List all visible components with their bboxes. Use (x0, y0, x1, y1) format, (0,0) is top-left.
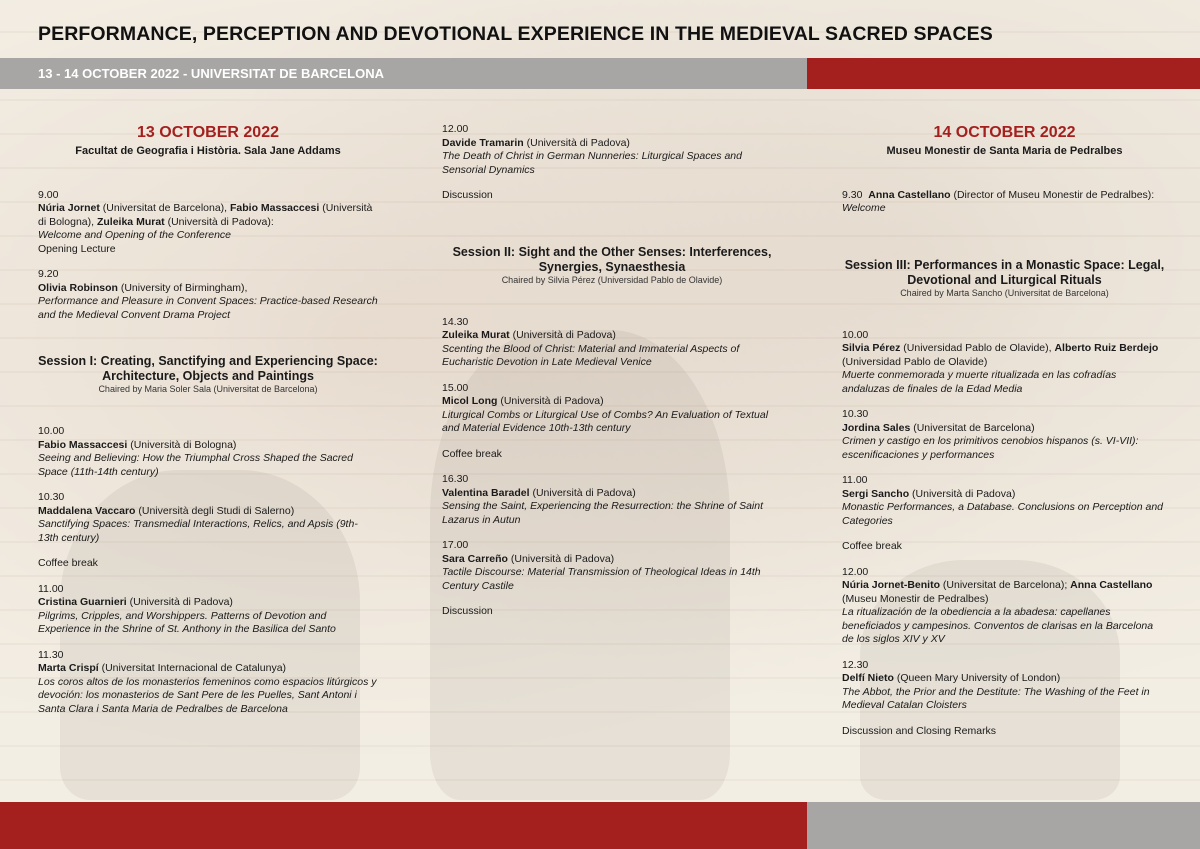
speaker-affiliation: (Universitat de Barcelona) (910, 421, 1035, 434)
speaker-affiliation: (Università di Bologna) (127, 438, 237, 451)
speaker-affiliation: (Università di Bologna), (38, 202, 373, 228)
speaker-affiliation: (Universitat Internacional de Catalunya) (98, 662, 287, 674)
slot-time: 9.20 (38, 268, 59, 280)
speaker-name: Alberto Ruiz Berdejo (1054, 342, 1159, 354)
program-slot (842, 725, 1167, 739)
speaker-name: Fabio Massaccesi (38, 438, 128, 451)
page-title: PERFORMANCE, PERCEPTION AND DEVOTIONAL EXPERIENCE IN THE MEDIEVAL SACRED SPACES (38, 23, 993, 45)
program-list (38, 425, 378, 716)
speaker-line (442, 553, 782, 567)
column-day1 (38, 124, 378, 728)
slot-time: 9.00 (38, 188, 59, 201)
talk-title: Crimen y castigo en los primitivos cenobios hispanos (s. VI-VII): escenificaciones y performances (842, 435, 1139, 461)
speaker-name: Delfí Nieto (842, 672, 894, 684)
slot-time: 11.00 (842, 474, 868, 486)
speaker-name: Zuleika Murat (442, 329, 510, 341)
venue: Facultat de Geografia i Història. Sala Jane Addams (75, 145, 341, 157)
talk-title: The Death of Christ in German Nunneries: Liturgical Spaces and Sensorial Dynamics (442, 150, 742, 176)
program-list (842, 329, 1167, 739)
speaker-line (38, 202, 378, 229)
agenda-note: Discussion (442, 189, 493, 201)
program-list (38, 189, 378, 323)
speaker-line (442, 395, 782, 409)
speaker-affiliation: (Queen Mary University of London) (893, 672, 1061, 684)
slot-time: 15.00 (442, 381, 469, 394)
speaker-name: Olivia Robinson (38, 281, 118, 294)
speaker-line (442, 487, 782, 501)
program-slot (442, 448, 782, 462)
program-slot (842, 540, 1167, 554)
program-slot (442, 189, 782, 203)
talk-title: Welcome (842, 202, 886, 214)
program-slot (38, 583, 378, 637)
speaker-name: Jordina Sales (842, 421, 911, 434)
speaker-line (842, 672, 1167, 686)
footer-band-gray (807, 802, 1200, 849)
session-title: Session III: Performances in a Monastic Space: Legal, Devotional and Liturgical Rituals (844, 257, 1165, 287)
talk-title: Monastic Performances, a Database. Conclusions on Perception and Categories (842, 501, 1164, 527)
speaker-affiliation: (Università di Padova) (909, 487, 1016, 500)
program-slot (38, 189, 378, 257)
talk-title: Liturgical Combs or Liturgical Use of Combs? An Evaluation of Textual and Material Evidence 10th-13th century (442, 408, 769, 434)
agenda-note: Coffee break (442, 447, 502, 460)
program-slot (442, 382, 782, 436)
speaker-affiliation: (Università di Padova) (507, 552, 615, 565)
speaker-affiliation: (Università di Padova) (523, 136, 630, 149)
speaker-name: Cristina Guarnieri (38, 596, 127, 608)
footer-band-red (0, 802, 807, 849)
speaker-name: Sergi Sancho (842, 487, 910, 500)
speaker-affiliation: (Università degli Studi di Salerno) (135, 504, 295, 517)
speaker-name: Núria Jornet-Benito (842, 579, 941, 591)
slot-time: 9.30 (842, 188, 863, 201)
agenda-note: Discussion and Closing Remarks (842, 724, 997, 737)
speaker-name: Anna Castellano (1070, 579, 1153, 591)
speaker-line (842, 422, 1167, 436)
program-list (442, 123, 782, 203)
speaker-affiliation: (Università di Padova) (126, 596, 233, 608)
speaker-name: Micol Long (442, 395, 498, 407)
program-slot (442, 123, 782, 177)
talk-title: The Abbot, the Prior and the Destitute: The Washing of the Feet in Medieval Catalan Cloisters (842, 685, 1150, 711)
program-slot (842, 408, 1167, 462)
program-slot (442, 539, 782, 593)
day-heading: 13 OCTOBER 2022 (137, 124, 279, 141)
slot-time: 10.30 (842, 408, 869, 420)
talk-title: Scenting the Blood of Christ: Material and Immaterial Aspects of Eucharistic Devotion in Late Medieval Venice (442, 342, 740, 368)
speaker-name: Maddalena Vaccaro (38, 504, 136, 517)
venue: Museu Monestir de Santa Maria de Pedralbes (886, 145, 1123, 157)
talk-title: Performance and Pleasure in Convent Spaces: Practice-based Research and the Medieval Convent Drama Project (38, 295, 378, 321)
speaker-line (38, 505, 378, 519)
talk-title: Welcome and Opening of the Conference (38, 229, 232, 241)
slot-time: 10.00 (38, 425, 65, 437)
speaker-affiliation: (Università di Padova) (497, 395, 604, 407)
program-slot (38, 268, 378, 322)
column-day1-continued (442, 123, 782, 631)
program-slot (38, 425, 378, 479)
day-heading: 14 OCTOBER 2022 (933, 124, 1076, 141)
speaker-name: Anna Castellano (868, 188, 951, 201)
program-slot (842, 474, 1167, 528)
slot-time: 12.30 (842, 658, 869, 671)
program-slot (442, 316, 782, 370)
talk-title: Sanctifying Spaces: Transmedial Interactions, Relics, and Apsis (9th-13th century) (38, 518, 358, 544)
speaker-name: Fabio Massaccesi (230, 202, 320, 214)
program-slot (38, 557, 378, 571)
speaker-affiliation: (Universitat de Barcelona), (99, 202, 230, 214)
speaker-line (38, 596, 378, 610)
speaker-line (442, 329, 782, 343)
slot-time: 16.30 (442, 473, 469, 485)
speaker-affiliation: (Museu Monestir de Pedralbes) (842, 592, 989, 605)
program-slot (442, 473, 782, 527)
speaker-affiliation: (Universidad Pablo de Olavide), (900, 342, 1055, 354)
speaker-line (38, 439, 378, 453)
talk-title: Tactile Discourse: Material Transmission of Theological Ideas in 14th Century Castile (442, 566, 761, 592)
speaker-affiliation: (Università di Padova) (509, 329, 616, 341)
agenda-note: Coffee break (842, 540, 902, 552)
agenda-note: Discussion (442, 605, 493, 617)
program-slot (842, 189, 1167, 216)
talk-title: Sensing the Saint, Experiencing the Resurrection: the Shrine of Saint Lazarus in Autun (442, 500, 764, 526)
speaker-affiliation: (Director of Museu Monestir de Pedralbes): (950, 188, 1155, 201)
slot-time: 14.30 (442, 315, 469, 328)
program-slot (442, 605, 782, 619)
speaker-name: Valentina Baradel (442, 486, 530, 499)
speaker-name: Silvia Pérez (842, 342, 901, 354)
speaker-line (842, 488, 1167, 502)
speaker-affiliation: (Università di Padova) (529, 486, 636, 499)
speaker-name: Sara Carreño (442, 552, 508, 565)
session-title: Session II: Sight and the Other Senses: Interferences, Synergies, Synaesthesia (452, 244, 772, 274)
talk-title: Los coros altos de los monasterios femeninos como espacios litúrgicos y devoción: los monasterios de Sant Pere de les Puelles, Sant Antoni i Santa Clara i Santa Maria de Pedralbes de Barcelona (38, 675, 377, 715)
slot-time: 17.00 (442, 539, 469, 551)
speaker-name: Zuleika Murat (96, 215, 165, 228)
agenda-note: Coffee break (38, 557, 98, 569)
date-location-line: 13 - 14 OCTOBER 2022 - UNIVERSITAT DE BARCELONA (38, 66, 385, 81)
speaker-name: Núria Jornet (38, 202, 100, 214)
speaker-line (38, 662, 378, 676)
session-chair: Chaired by Silvia Pérez (Universidad Pablo de Olavide) (501, 274, 723, 285)
program-slot (38, 649, 378, 717)
speaker-line (38, 282, 378, 296)
slot-time: 10.30 (38, 491, 65, 503)
agenda-note: Opening Lecture (38, 242, 116, 255)
speaker-affiliation: (Universidad Pablo de Olavide) (842, 355, 988, 368)
session-title: Session I: Creating, Sanctifying and Experiencing Space: Architecture, Objects and Paintings (38, 354, 378, 383)
speaker-name: Marta Crispí (38, 662, 99, 674)
speaker-affiliation: (University of Birmingham), (117, 281, 248, 294)
talk-title: Pilgrims, Cripples, and Worshippers. Patterns of Devotion and Experience in the Shrine of St. Anthony in the Basilica del Santo (38, 609, 336, 635)
column-day2 (842, 124, 1167, 750)
session-chair: Chaired by Marta Sancho (Universitat de Barcelona) (900, 287, 1109, 298)
speaker-affiliation: (Universitat de Barcelona); (940, 579, 1071, 591)
talk-title: La ritualización de la obediencia a la abadesa: capellanes beneficiados y campesinos. Conventos de clarisas en la Barcelona de los siglos XIV y XV (842, 606, 1154, 645)
slot-time: 11.30 (38, 648, 64, 661)
slot-time: 10.00 (842, 328, 869, 341)
speaker-line (842, 342, 1167, 369)
speaker-name: Davide Tramarin (442, 136, 524, 149)
header-band-red (807, 58, 1200, 89)
program-slot (842, 659, 1167, 713)
program-list (442, 316, 782, 619)
speaker-line (842, 579, 1167, 606)
talk-title: Seeing and Believing: How the Triumphal Cross Shaped the Sacred Space (11th-14th century) (38, 452, 353, 478)
slot-time: 11.00 (38, 582, 64, 595)
program-slot (842, 566, 1167, 647)
slot-time: 12.00 (442, 123, 469, 135)
program-slot (38, 491, 378, 545)
speaker-affiliation: (Università di Padova): (164, 215, 274, 228)
speaker-line (442, 137, 782, 151)
slot-time: 12.00 (842, 565, 869, 578)
program-slot (842, 329, 1167, 397)
session-chair: Chaired by Maria Soler Sala (Universitat de Barcelona) (98, 384, 318, 394)
talk-title: Muerte conmemorada y muerte ritualizada en las cofradías andaluzas de finales de la Edad Media (842, 369, 1117, 395)
